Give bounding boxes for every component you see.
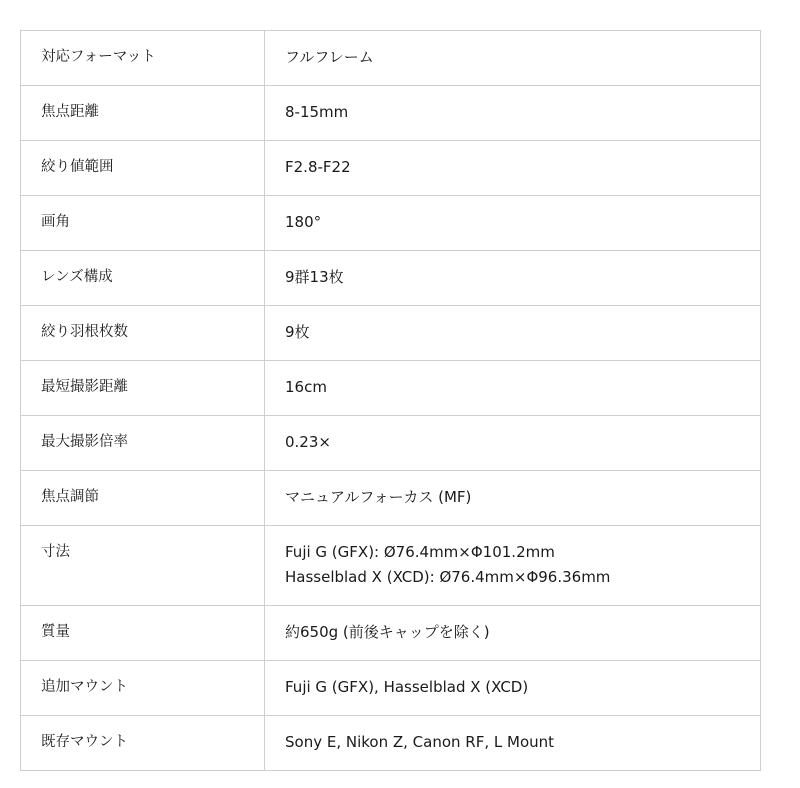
spec-label: 追加マウント	[21, 661, 265, 716]
spec-value	[265, 526, 761, 606]
spec-value-line: 約650g (前後キャップを除く)	[285, 623, 490, 641]
spec-value	[265, 86, 761, 141]
spec-label: 既存マウント	[21, 716, 265, 771]
spec-row-min-focus-distance	[21, 361, 761, 416]
spec-value-line: F2.8-F22	[285, 158, 351, 176]
spec-row-weight	[21, 606, 761, 661]
spec-value-line: 9群13枚	[285, 268, 344, 286]
spec-value	[265, 141, 761, 196]
spec-value	[265, 251, 761, 306]
spec-table	[20, 30, 761, 771]
spec-row-focal-length	[21, 86, 761, 141]
spec-label: 最短撮影距離	[21, 361, 265, 416]
spec-value-line: 180°	[285, 213, 322, 231]
spec-value	[265, 31, 761, 86]
spec-label: 質量	[21, 606, 265, 661]
spec-value	[265, 196, 761, 251]
spec-row-dimensions	[21, 526, 761, 606]
spec-value-line: Sony E, Nikon Z, Canon RF, L Mount	[285, 733, 555, 751]
spec-value-line: 16cm	[285, 378, 327, 396]
spec-label: 最大撮影倍率	[21, 416, 265, 471]
spec-value	[265, 661, 761, 716]
spec-value-line: Fuji G (GFX), Hasselblad X (XCD)	[285, 678, 529, 696]
spec-label: 寸法	[21, 526, 265, 606]
spec-value-line: 9枚	[285, 323, 310, 341]
spec-label: 対応フォーマット	[21, 31, 265, 86]
spec-value	[265, 716, 761, 771]
spec-row-angle-of-view	[21, 196, 761, 251]
spec-row-additional-mounts	[21, 661, 761, 716]
spec-value	[265, 306, 761, 361]
spec-row-lens-construction	[21, 251, 761, 306]
spec-label: 画角	[21, 196, 265, 251]
spec-row-existing-mounts	[21, 716, 761, 771]
spec-value-line: 0.23×	[285, 433, 331, 451]
spec-value	[265, 606, 761, 661]
spec-row-format	[21, 31, 761, 86]
spec-label: 絞り値範囲	[21, 141, 265, 196]
spec-value-line: マニュアルフォーカス (MF)	[285, 488, 472, 506]
spec-value	[265, 361, 761, 416]
spec-value	[265, 471, 761, 526]
spec-row-aperture-range	[21, 141, 761, 196]
spec-label: 焦点調節	[21, 471, 265, 526]
spec-label: 焦点距離	[21, 86, 265, 141]
spec-value-line: Hasselblad X (XCD): Ø76.4mm×Φ96.36mm	[285, 568, 611, 586]
spec-row-focus-adjustment	[21, 471, 761, 526]
spec-label: レンズ構成	[21, 251, 265, 306]
spec-value-line: フルフレーム	[285, 48, 374, 66]
spec-value-line: Fuji G (GFX): Ø76.4mm×Φ101.2mm	[285, 543, 555, 561]
spec-value-line: 8-15mm	[285, 103, 349, 121]
spec-label: 絞り羽根枚数	[21, 306, 265, 361]
spec-table-body	[21, 31, 761, 771]
spec-value	[265, 416, 761, 471]
spec-row-max-magnification	[21, 416, 761, 471]
spec-row-aperture-blades	[21, 306, 761, 361]
